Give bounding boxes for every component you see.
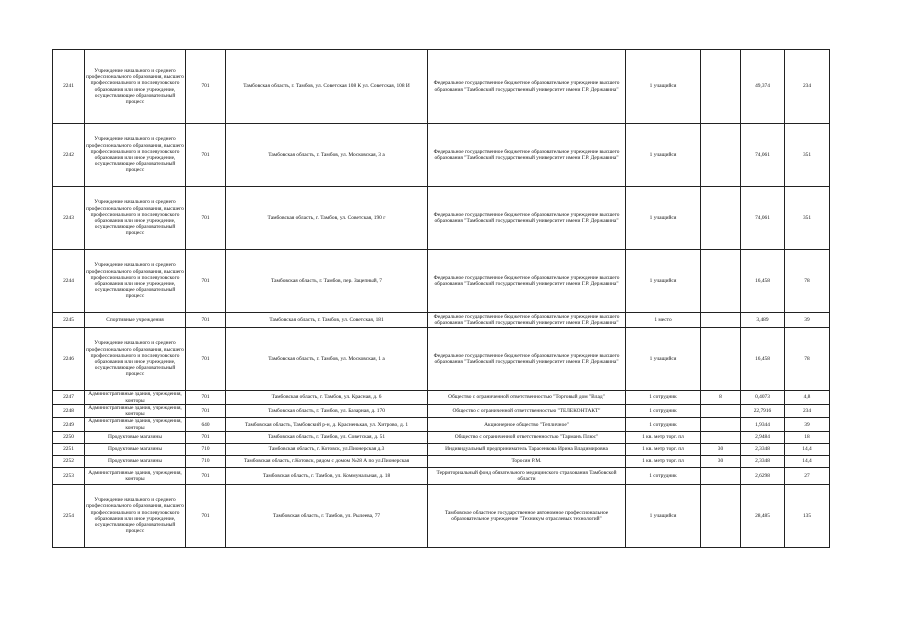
cell-value-2: 234: [785, 50, 830, 124]
cell-row-number: 2248: [53, 405, 85, 418]
cell-organization: Федеральное государственное бюджетное образовательное учреждение высшего образования "Тамбовский государственный университет имени Г.Р. Державина": [428, 187, 626, 250]
cell-address: Тамбовская область, г. Тамбов, ул. Рылеева, 77: [226, 484, 428, 547]
cell-code: 701: [186, 50, 226, 124]
cell-row-number: 2252: [53, 455, 85, 467]
cell-code: 701: [186, 250, 226, 313]
cell-value-1: 2,9484: [741, 431, 785, 443]
cell-organization: Федеральное государственное бюджетное образовательное учреждение высшего образования "Тамбовский государственный университет имени Г.Р. Державина": [428, 313, 626, 328]
cell-quantity: 30: [701, 443, 741, 455]
cell-value-1: 74,061: [741, 187, 785, 250]
cell-organization: Общество с ограниченной ответственностью "ТЕЛЕКОНТАКТ": [428, 405, 626, 418]
cell-unit: 1 кв. метр торг. пл: [626, 455, 701, 467]
table-row: [53, 431, 830, 443]
cell-value-2: 78: [785, 250, 830, 313]
cell-code: 701: [186, 405, 226, 418]
cell-unit: 1 учащийся: [626, 484, 701, 547]
cell-organization: Тамбовское областное государственное автономное профессиональное образовательное учреждение "Техникум отраслевых технологий": [428, 484, 626, 547]
cell-organization: Федеральное государственное бюджетное образовательное учреждение высшего образования "Тамбовский государственный университет имени Г.Р. Державина": [428, 50, 626, 124]
cell-quantity: [701, 405, 741, 418]
cell-value-2: 39: [785, 418, 830, 431]
cell-row-number: 2241: [53, 50, 85, 124]
cell-object-type: Административные здания, учреждения, конторы: [85, 418, 186, 431]
cell-address: Тамбовская область, г. Тамбов, пер. Зацепный, 7: [226, 250, 428, 313]
cell-value-2: 4,8: [785, 391, 830, 405]
cell-value-2: 14,4: [785, 443, 830, 455]
cell-address: Тамбовская область, г. Тамбов, ул. Московская, 1 а: [226, 328, 428, 391]
cell-row-number: 2245: [53, 313, 85, 328]
cell-address: Тамбовская область, Тамбовский р-н, д. Красненькая, ул. Хитрово, д. 1: [226, 418, 428, 431]
cell-unit: 1 сотрудник: [626, 418, 701, 431]
cell-unit: 1 кв. метр торг. пл: [626, 443, 701, 455]
cell-unit: 1 сотрудник: [626, 405, 701, 418]
cell-row-number: 2251: [53, 443, 85, 455]
cell-organization: Общество с ограниченной ответственностью "Тарманъ Плюс": [428, 431, 626, 443]
cell-value-1: 2,3348: [741, 455, 785, 467]
cell-object-type: Продуктовые магазины: [85, 431, 186, 443]
cell-address: Тамбовская область, г. Котовск, ул.Пионерская д.3: [226, 443, 428, 455]
cell-quantity: [701, 124, 741, 187]
cell-value-2: 18: [785, 431, 830, 443]
table-row: [53, 484, 830, 547]
cell-row-number: 2246: [53, 328, 85, 391]
cell-organization: Федеральное государственное бюджетное образовательное учреждение высшего образования "Тамбовский государственный университет имени Г.Р. Державина": [428, 328, 626, 391]
cell-unit: 1 сотрудник: [626, 467, 701, 484]
cell-quantity: [701, 418, 741, 431]
cell-value-1: 28,485: [741, 484, 785, 547]
cell-address: Тамбовская область, г. Тамбов, ул. Советская, 181: [226, 313, 428, 328]
cell-value-1: 0,4073: [741, 391, 785, 405]
cell-code: 701: [186, 328, 226, 391]
cell-code: 701: [186, 467, 226, 484]
table-row: [53, 405, 830, 418]
waste-registry-table: [52, 49, 830, 548]
cell-quantity: [701, 467, 741, 484]
table-row: [53, 443, 830, 455]
cell-organization: Федеральное государственное бюджетное образовательное учреждение высшего образования "Тамбовский государственный университет имени Г.Р. Державина": [428, 250, 626, 313]
cell-value-1: 16,458: [741, 328, 785, 391]
cell-organization: Акционерное общество "Тепличное": [428, 418, 626, 431]
cell-row-number: 2254: [53, 484, 85, 547]
cell-address: Тамбовская область, г. Тамбов, ул. Коммунальная, д. 18: [226, 467, 428, 484]
cell-unit: 1 сотрудник: [626, 391, 701, 405]
cell-value-2: 27: [785, 467, 830, 484]
table-row: [53, 124, 830, 187]
cell-address: Тамбовская область, г. Тамбов, ул. Советская, 190 г: [226, 187, 428, 250]
cell-value-1: 1,9344: [741, 418, 785, 431]
table-row: [53, 455, 830, 467]
cell-address: Тамбовская область, г. Тамбов, ул. Красная, д. 6: [226, 391, 428, 405]
cell-address: Тамбовская область, г.Котовск, рядом с домом №28 А по ул.Пионерская: [226, 455, 428, 467]
cell-quantity: [701, 50, 741, 124]
cell-unit: 1 учащийся: [626, 328, 701, 391]
cell-row-number: 2244: [53, 250, 85, 313]
cell-code: 640: [186, 418, 226, 431]
cell-object-type: Продуктовые магазины: [85, 443, 186, 455]
cell-value-1: 2,3348: [741, 443, 785, 455]
cell-object-type: Спортивные учреждения: [85, 313, 186, 328]
cell-row-number: 2247: [53, 391, 85, 405]
cell-address: Тамбовская область, г. Тамбов, ул. Советская, д. 51: [226, 431, 428, 443]
cell-code: 701: [186, 484, 226, 547]
cell-unit: 1 учащийся: [626, 250, 701, 313]
cell-code: 710: [186, 443, 226, 455]
cell-code: 710: [186, 455, 226, 467]
table-row: [53, 50, 830, 124]
cell-quantity: 30: [701, 455, 741, 467]
cell-object-type: Учреждение начального и среднего профессионального образования, высшего профессионального и послевузовского образования или иное учреждение, осуществляющее образовательный процесс: [85, 50, 186, 124]
cell-value-1: 74,061: [741, 124, 785, 187]
cell-row-number: 2250: [53, 431, 85, 443]
cell-value-2: 351: [785, 124, 830, 187]
cell-object-type: Продуктовые магазины: [85, 455, 186, 467]
table-row: [53, 313, 830, 328]
cell-organization: Общество с ограниченной ответственностью "Торговый дом "Влад": [428, 391, 626, 405]
cell-unit: 1 учащийся: [626, 187, 701, 250]
table-row: [53, 418, 830, 431]
cell-row-number: 2242: [53, 124, 85, 187]
cell-object-type: Учреждение начального и среднего профессионального образования, высшего профессионального и послевузовского образования или иное учреждение, осуществляющее образовательный процесс: [85, 328, 186, 391]
cell-organization: Территориальный фонд обязательного медицинского страхования Тамбовской области: [428, 467, 626, 484]
cell-quantity: [701, 187, 741, 250]
table-row: [53, 250, 830, 313]
cell-quantity: [701, 313, 741, 328]
cell-value-2: 39: [785, 313, 830, 328]
cell-code: 701: [186, 313, 226, 328]
cell-quantity: [701, 431, 741, 443]
cell-row-number: 2249: [53, 418, 85, 431]
cell-object-type: Административные здания, учреждения, конторы: [85, 391, 186, 405]
table-row: [53, 467, 830, 484]
cell-address: Тамбовская область, г. Тамбов, ул. Советская 108 К ул. Советская, 108 И: [226, 50, 428, 124]
cell-value-2: 14,4: [785, 455, 830, 467]
cell-code: 701: [186, 187, 226, 250]
cell-object-type: Административные здания, учреждения, конторы: [85, 405, 186, 418]
cell-address: Тамбовская область, г. Тамбов, ул. Московская, 3 а: [226, 124, 428, 187]
cell-value-2: 351: [785, 187, 830, 250]
cell-organization: Торосян Р.М.: [428, 455, 626, 467]
cell-object-type: Учреждение начального и среднего профессионального образования, высшего профессионального и послевузовского образования или иное учреждение, осуществляющее образовательный процесс: [85, 124, 186, 187]
cell-value-2: 78: [785, 328, 830, 391]
cell-object-type: Учреждение начального и среднего профессионального образования, высшего профессионального и послевузовского образования или иное учреждение, осуществляющее образовательный процесс: [85, 250, 186, 313]
cell-row-number: 2253: [53, 467, 85, 484]
cell-code: 701: [186, 124, 226, 187]
cell-value-1: 3,489: [741, 313, 785, 328]
cell-value-2: 234: [785, 405, 830, 418]
cell-unit: 1 учащийся: [626, 124, 701, 187]
cell-value-1: 2,6298: [741, 467, 785, 484]
cell-value-2: 135: [785, 484, 830, 547]
cell-row-number: 2243: [53, 187, 85, 250]
cell-unit: 1 кв. метр торг. пл: [626, 431, 701, 443]
cell-value-1: 49,374: [741, 50, 785, 124]
cell-object-type: Учреждение начального и среднего профессионального образования, высшего профессионального и послевузовского образования или иное учреждение, осуществляющее образовательный процесс: [85, 484, 186, 547]
cell-unit: 1 учащийся: [626, 50, 701, 124]
cell-address: Тамбовская область, г. Тамбов, ул. Базарная, д. 170: [226, 405, 428, 418]
cell-value-1: 16,458: [741, 250, 785, 313]
cell-quantity: [701, 484, 741, 547]
cell-code: 701: [186, 391, 226, 405]
cell-quantity: 8: [701, 391, 741, 405]
table-row: [53, 328, 830, 391]
cell-code: 701: [186, 431, 226, 443]
cell-organization: Индивидуальный предприниматель Тарасенкова Ирина Владимировна: [428, 443, 626, 455]
cell-unit: 1 место: [626, 313, 701, 328]
table-row: [53, 187, 830, 250]
cell-object-type: Административные здания, учреждения, конторы: [85, 467, 186, 484]
cell-value-1: 22,7916: [741, 405, 785, 418]
cell-object-type: Учреждение начального и среднего профессионального образования, высшего профессионального и послевузовского образования или иное учреждение, осуществляющее образовательный процесс: [85, 187, 186, 250]
table-row: [53, 391, 830, 405]
cell-organization: Федеральное государственное бюджетное образовательное учреждение высшего образования "Тамбовский государственный университет имени Г.Р. Державина": [428, 124, 626, 187]
cell-quantity: [701, 328, 741, 391]
cell-quantity: [701, 250, 741, 313]
